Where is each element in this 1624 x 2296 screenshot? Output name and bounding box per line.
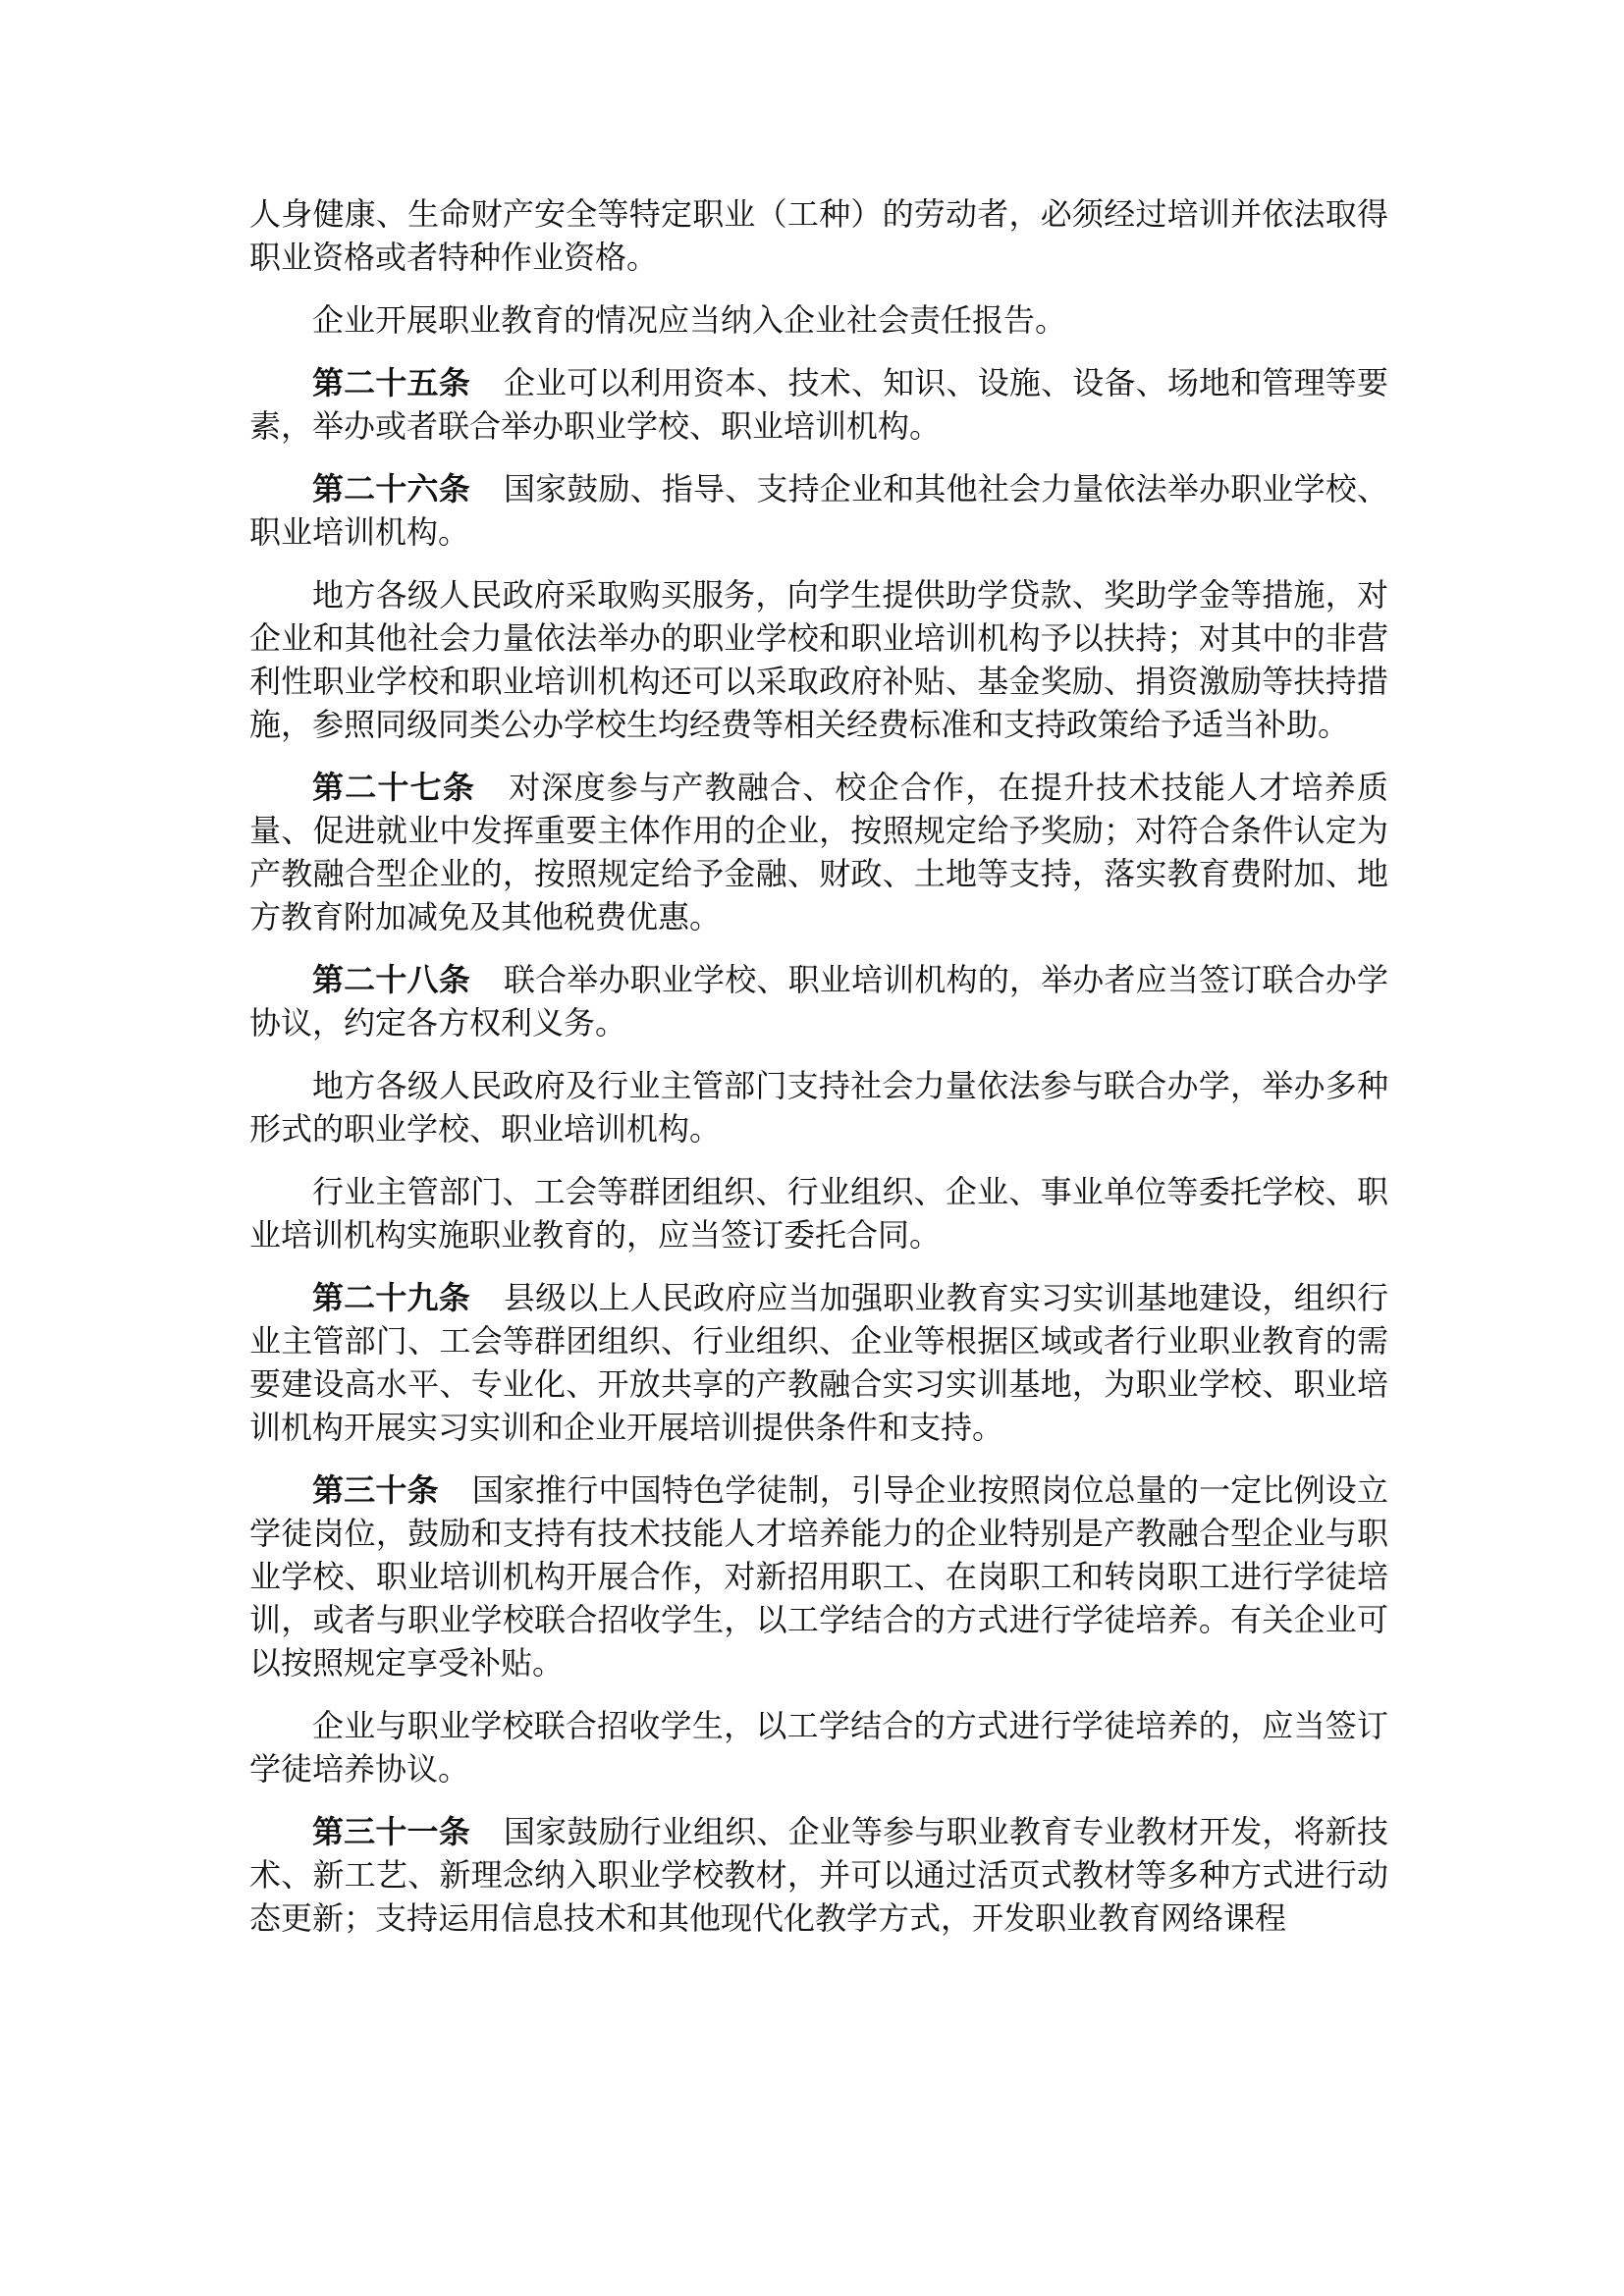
- paragraph-text: 对深度参与产教融合、校企合作，在提升技术技能人才培养质量、促进就业中发挥重要主体作用的企业，按照规定给予奖励；对符合条件认定为产教融合型企业的，按照规定给予金融、财政、土地等支持，落实教育费附加、地方教育附加减免及其他税费优惠。: [249, 769, 1388, 935]
- paragraph: [249, 1170, 1388, 1256]
- paragraph-text: 行业主管部门、工会等群团组织、行业组织、企业、事业单位等委托学校、职业培训机构实施职业教育的，应当签订委托合同。: [249, 1173, 1388, 1254]
- document-page: [249, 192, 1388, 1959]
- article-number: 第三十一条: [312, 1813, 470, 1850]
- paragraph: [249, 1704, 1388, 1790]
- paragraph: [249, 1064, 1388, 1150]
- article-31: [249, 1810, 1388, 1940]
- article-number: 第二十八条: [312, 961, 470, 998]
- paragraph-text: 国家鼓励行业组织、企业等参与职业教育专业教材开发，将新技术、新工艺、新理念纳入职业学校教材，并可以通过活页式教材等多种方式进行动态更新；支持运用信息技术和其他现代化教学方式，开发职业教育网络课程: [249, 1813, 1388, 1937]
- article-number: 第二十九条: [312, 1279, 470, 1316]
- paragraph-text: 联合举办职业学校、职业培训机构的，举办者应当签订联合办学协议，约定各方权利义务。: [249, 961, 1388, 1041]
- paragraph-text: 地方各级人民政府及行业主管部门支持社会力量依法参与联合办学，举办多种形式的职业学校、职业培训机构。: [249, 1067, 1388, 1148]
- article-number: 第三十条: [312, 1471, 439, 1509]
- paragraph-text: 企业可以利用资本、技术、知识、设施、设备、场地和管理等要素，举办或者联合举办职业学校、职业培训机构。: [249, 364, 1388, 445]
- article-30: [249, 1468, 1388, 1684]
- article-28: [249, 958, 1388, 1044]
- article-number: 第二十七条: [312, 769, 476, 806]
- article-27: [249, 766, 1388, 938]
- paragraph: [249, 573, 1388, 746]
- article-25: [249, 361, 1388, 448]
- paragraph: [249, 298, 1388, 342]
- article-29: [249, 1276, 1388, 1449]
- paragraph-text: 企业与职业学校联合招收学生，以工学结合的方式进行学徒培养的，应当签订学徒培养协议。: [249, 1707, 1388, 1788]
- article-26: [249, 467, 1388, 554]
- paragraph-text: 国家鼓励、指导、支持企业和其他社会力量依法举办职业学校、职业培训机构。: [249, 470, 1388, 551]
- paragraph-text: 国家推行中国特色学徒制，引导企业按照岗位总量的一定比例设立学徒岗位，鼓励和支持有技术技能人才培养能力的企业特别是产教融合型企业与职业学校、职业培训机构开展合作，对新招用职工、在岗职工和转岗职工进行学徒培训，或者与职业学校联合招收学生，以工学结合的方式进行学徒培养。有关企业可以按照规定享受补贴。: [249, 1471, 1388, 1682]
- paragraph-text: 人身健康、生命财产安全等特定职业（工种）的劳动者，必须经过培训并依法取得职业资格或者特种作业资格。: [249, 195, 1388, 276]
- paragraph-text: 地方各级人民政府采取购买服务，向学生提供助学贷款、奖助学金等措施，对企业和其他社会力量依法举办的职业学校和职业培训机构予以扶持；对其中的非营利性职业学校和职业培训机构还可以采取政府补贴、基金奖励、捐资激励等扶持措施，参照同级同类公办学校生均经费等相关经费标准和支持政策给予适当补助。: [249, 576, 1388, 743]
- paragraph-continued: [249, 192, 1388, 279]
- article-number: 第二十五条: [312, 364, 470, 401]
- paragraph-text: 企业开展职业教育的情况应当纳入企业社会责任报告。: [312, 301, 1067, 339]
- paragraph-text: 县级以上人民政府应当加强职业教育实习实训基地建设，组织行业主管部门、工会等群团组织、行业组织、企业等根据区域或者行业职业教育的需要建设高水平、专业化、开放共享的产教融合实习实训基地，为职业学校、职业培训机构开展实习实训和企业开展培训提供条件和支持。: [249, 1279, 1388, 1446]
- article-number: 第二十六条: [312, 470, 470, 507]
